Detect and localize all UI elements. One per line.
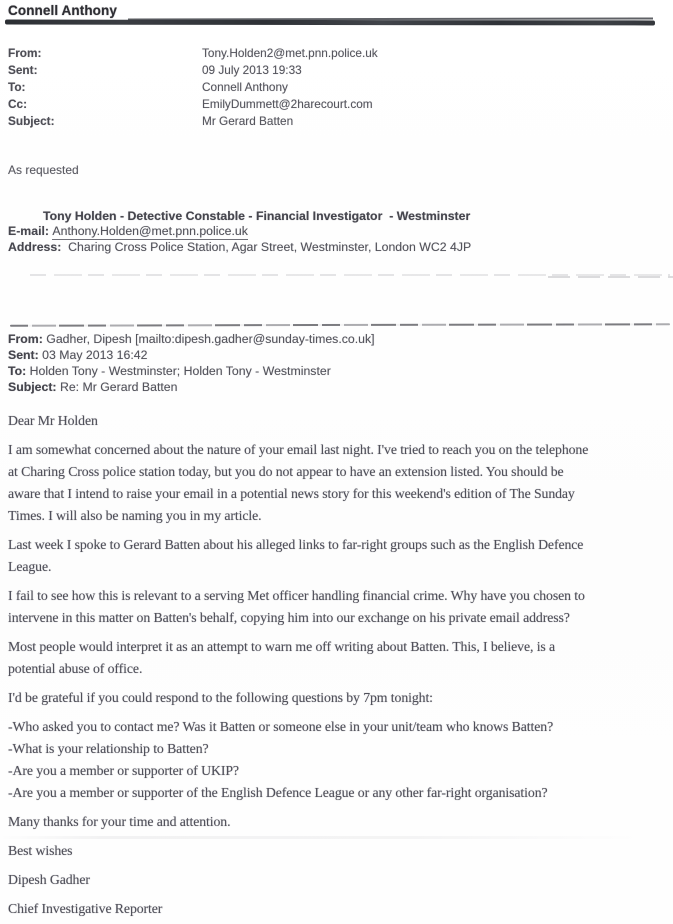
to-value: Holden Tony - Westminster; Holden Tony - Westminster <box>29 364 331 378</box>
subject-label: Subject: <box>8 114 55 128</box>
email1-signature <box>8 208 665 255</box>
signature-email-address: Anthony.Holden@met.pnn.police.uk <box>52 224 248 238</box>
text-line: aware that I intend to raise your email in a potential news story for this weekend's edition of The Sunday <box>8 486 575 501</box>
closing-best-wishes: Best wishes <box>8 843 73 858</box>
text-line: Most people would interpret it as an attempt to warn me off writing about Batten. This, I believe, is a <box>8 639 556 654</box>
paragraph-abuse-of-office <box>8 636 665 680</box>
paragraph-deadline <box>8 687 665 709</box>
signature-email-line <box>8 224 665 240</box>
page-title: Connell Anthony <box>8 3 117 18</box>
question-line: -Are you a member or supporter of UKIP? <box>8 763 239 778</box>
text-line: Last week I spoke to Gerard Batten about his alleged links to far-right groups such as the English Defence <box>8 537 584 552</box>
from-label: From: <box>8 332 47 346</box>
subject-value: Re: Mr Gerard Batten <box>59 380 178 394</box>
signature-name-line: Tony Holden - Detective Constable - Financial Investigator - Westminster <box>43 209 471 223</box>
text-line: League. <box>8 559 52 574</box>
salutation: Dear Mr Holden <box>8 413 98 428</box>
email1-to-row <box>8 80 665 97</box>
text-line: Times. I will also be naming you in my article. <box>8 508 262 523</box>
paragraph-batten-links <box>8 534 665 578</box>
email2-sent-row <box>8 348 665 364</box>
email-label: E-mail: <box>8 224 53 238</box>
title-rule-thick <box>5 20 655 26</box>
email2-to-row <box>8 364 665 380</box>
from-value: Gadher, Dipesh [mailto:dipesh.gadher@sunday-times.co.uk] <box>46 332 375 346</box>
text-line: potential abuse of office. <box>8 661 143 676</box>
closing-thanks: Many thanks for your time and attention. <box>8 814 231 829</box>
signature-postal-address: Charing Cross Police Station, Agar Street, Westminster, London WC2 4JP <box>68 239 472 254</box>
from-value: Tony.Holden2@met.pnn.police.uk <box>202 46 378 60</box>
title-rule <box>8 19 665 27</box>
paragraph-concern <box>8 439 665 527</box>
sent-label: Sent: <box>8 63 38 77</box>
text-line: intervene in this matter on Batten's behalf, copying him into our exchange on his private email address? <box>8 610 570 625</box>
to-label: To: <box>8 80 26 94</box>
address-label: Address: <box>8 239 69 254</box>
to-value: Connell Anthony <box>202 80 288 94</box>
sent-value: 03 May 2013 16:42 <box>42 348 148 362</box>
subject-label: Subject: <box>8 380 60 394</box>
paragraph-relevance <box>8 585 665 629</box>
email2-subject-row <box>8 380 665 396</box>
sent-label: Sent: <box>8 348 43 362</box>
closing-sender-name: Dipesh Gadher <box>8 872 90 887</box>
subject-value: Mr Gerard Batten <box>202 114 294 128</box>
cc-label: Cc: <box>8 97 28 111</box>
closing-sender-title: Chief Investigative Reporter <box>8 901 163 916</box>
email2-body <box>8 410 665 920</box>
email1-cc-row <box>8 97 665 114</box>
text-line: I fail to see how this is relevant to a serving Met officer handling financial crime. Why have you chosen to <box>8 588 585 603</box>
question-line: -What is your relationship to Batten? <box>8 741 209 756</box>
text-line: at Charing Cross police station today, but you do not appear to have an extension listed. You should be <box>8 464 564 479</box>
text-line: I'd be grateful if you could respond to the following questions by 7pm tonight: <box>8 690 433 705</box>
email1-from-row <box>8 46 665 63</box>
email1-header <box>8 46 665 131</box>
text-line: I am somewhat concerned about the nature of your email last night. I've tried to reach you on the telephone <box>8 442 589 457</box>
sent-value: 09 July 2013 19:33 <box>202 63 302 77</box>
from-label: From: <box>8 46 42 60</box>
email2-from-row <box>8 332 665 348</box>
email1-subject-row <box>8 114 665 131</box>
question-line: -Who asked you to contact me? Was it Batten or someone else in your unit/team who knows Batten? <box>8 719 554 734</box>
email1-sent-row <box>8 63 665 80</box>
to-label: To: <box>8 364 30 378</box>
email2-header <box>8 332 665 396</box>
cc-value: EmilyDummett@2harecourt.com <box>202 97 373 111</box>
question-line: -Are you a member or supporter of the English Defence League or any other far-right organisation? <box>8 785 548 800</box>
question-list <box>8 716 665 804</box>
email-separator-line <box>10 323 670 326</box>
signature-address-line <box>8 240 665 256</box>
email1-body-note: As requested <box>8 163 79 177</box>
